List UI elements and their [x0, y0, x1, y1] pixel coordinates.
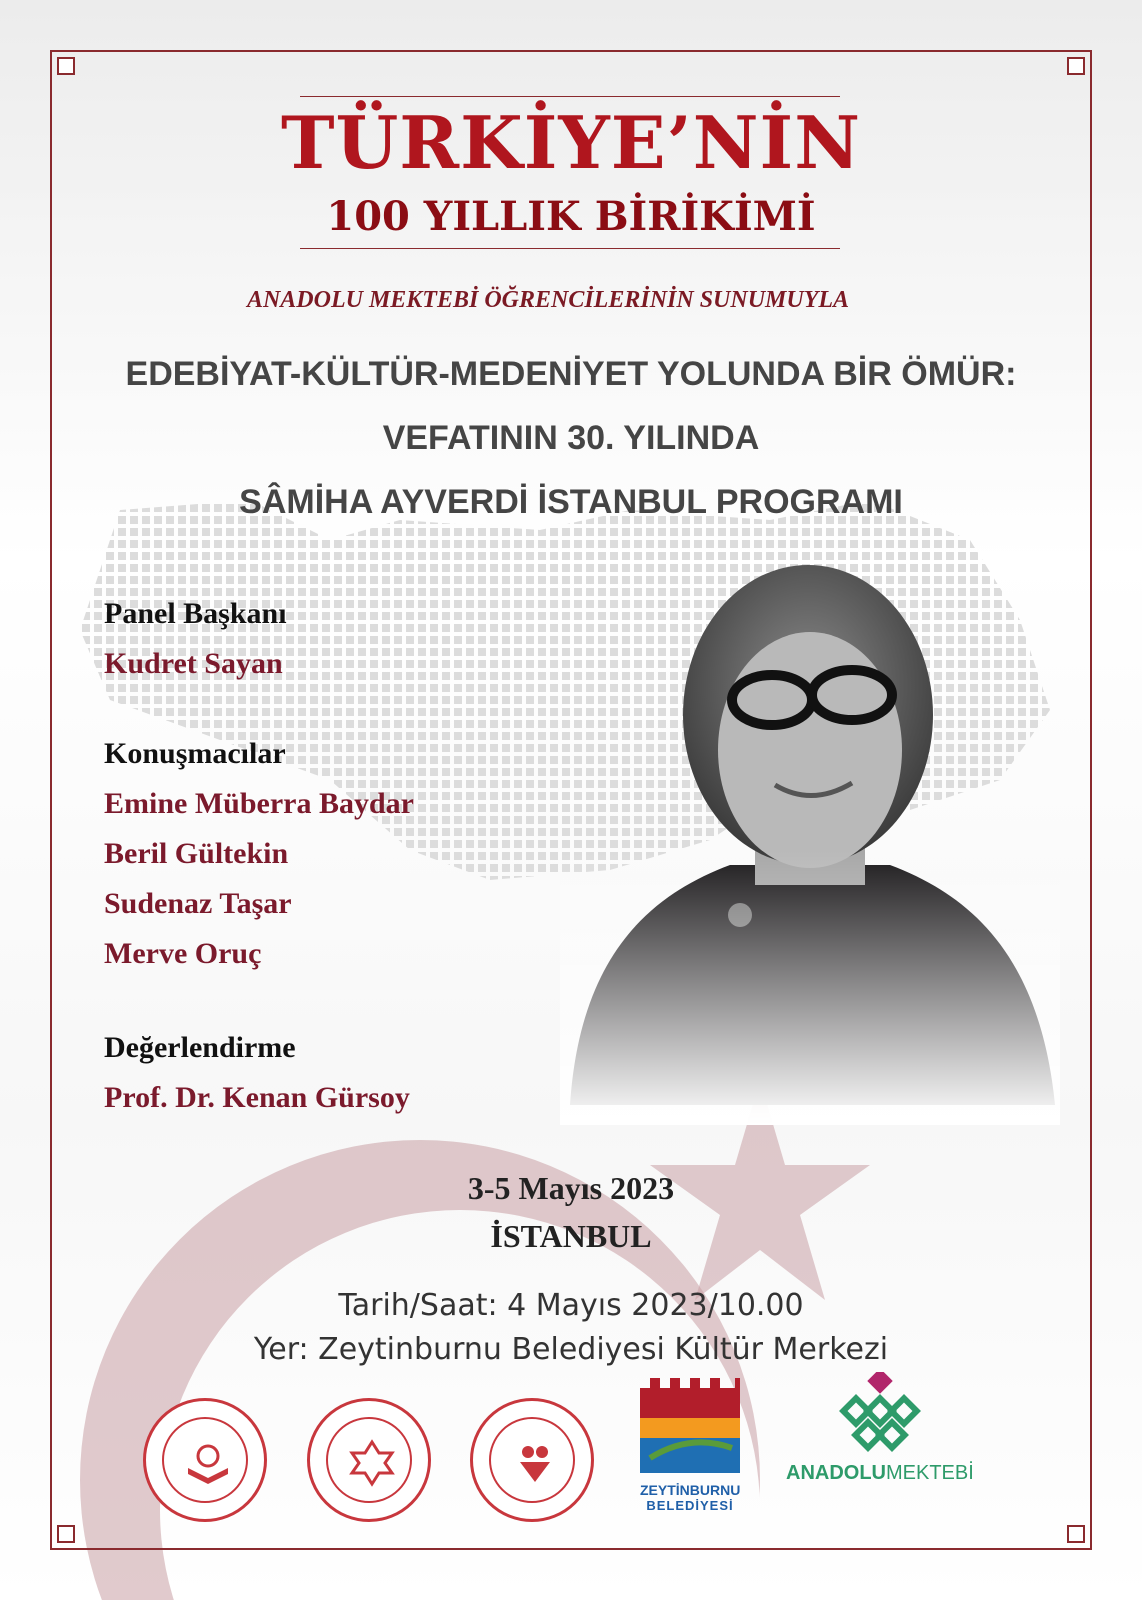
speakers-label: Konuşmacılar	[104, 737, 286, 770]
anadolu-mektebi-wordmark	[786, 1462, 974, 1485]
main-title-line1: TÜRKİYE’NİN	[280, 100, 862, 185]
meb-seal-logo	[143, 1398, 267, 1522]
zeytinburnu-subname: BELEDİYESİ	[646, 1498, 734, 1513]
frame-corner-top-left	[57, 57, 75, 75]
anadolu-wordmark-bold: ANADOLU	[786, 1462, 886, 1484]
anadolu-mektebi-logo	[780, 1372, 980, 1512]
panel-chair-name: Kudret Sayan	[104, 647, 283, 680]
main-title-line2: 100 YILLIK BİRİKİMİ	[326, 193, 816, 240]
panel-chair-label: Panel Başkanı	[104, 597, 287, 630]
speaker-name: Emine Müberra Baydar	[104, 787, 414, 820]
frame-corner-top-right	[1067, 57, 1085, 75]
culture-tourism-seal-logo	[307, 1398, 431, 1522]
youth-sports-seal-logo	[470, 1398, 594, 1522]
speaker-name: Merve Oruç	[104, 937, 262, 970]
headline-line3: SÂMİHA AYVERDİ İSTANBUL PROGRAMI	[239, 483, 903, 521]
zeytinburnu-logo	[640, 1378, 750, 1528]
headline-line2: VEFATININ 30. YILINDA	[382, 419, 760, 457]
speaker-name: Beril Gültekin	[104, 837, 289, 870]
event-dates: 3-5 Mayıs 2023	[467, 1170, 675, 1206]
event-venue: Yer: Zeytinburnu Belediyesi Kültür Merkezi	[253, 1332, 889, 1367]
event-city: İSTANBUL	[490, 1218, 652, 1254]
frame-corner-bottom-right	[1067, 1525, 1085, 1543]
subtitle: ANADOLU MEKTEBİ ÖĞRENCİLERİNİN SUNUMUYLA	[246, 287, 850, 313]
zeytinburnu-name: ZEYTİNBURNU	[640, 1482, 741, 1498]
title-rule-top	[300, 96, 840, 97]
evaluation-name: Prof. Dr. Kenan Gürsoy	[104, 1081, 410, 1114]
event-datetime: Tarih/Saat: 4 Mayıs 2023/10.00	[338, 1288, 804, 1323]
anadolu-wordmark-light: MEKTEBİ	[886, 1462, 974, 1484]
evaluation-label: Değerlendirme	[104, 1031, 296, 1064]
title-rule-bottom	[300, 248, 840, 249]
speaker-name: Sudenaz Taşar	[104, 887, 292, 920]
headline-line1: EDEBİYAT-KÜLTÜR-MEDENİYET YOLUNDA BİR ÖMÜR:	[125, 355, 1017, 393]
frame-corner-bottom-left	[57, 1525, 75, 1543]
